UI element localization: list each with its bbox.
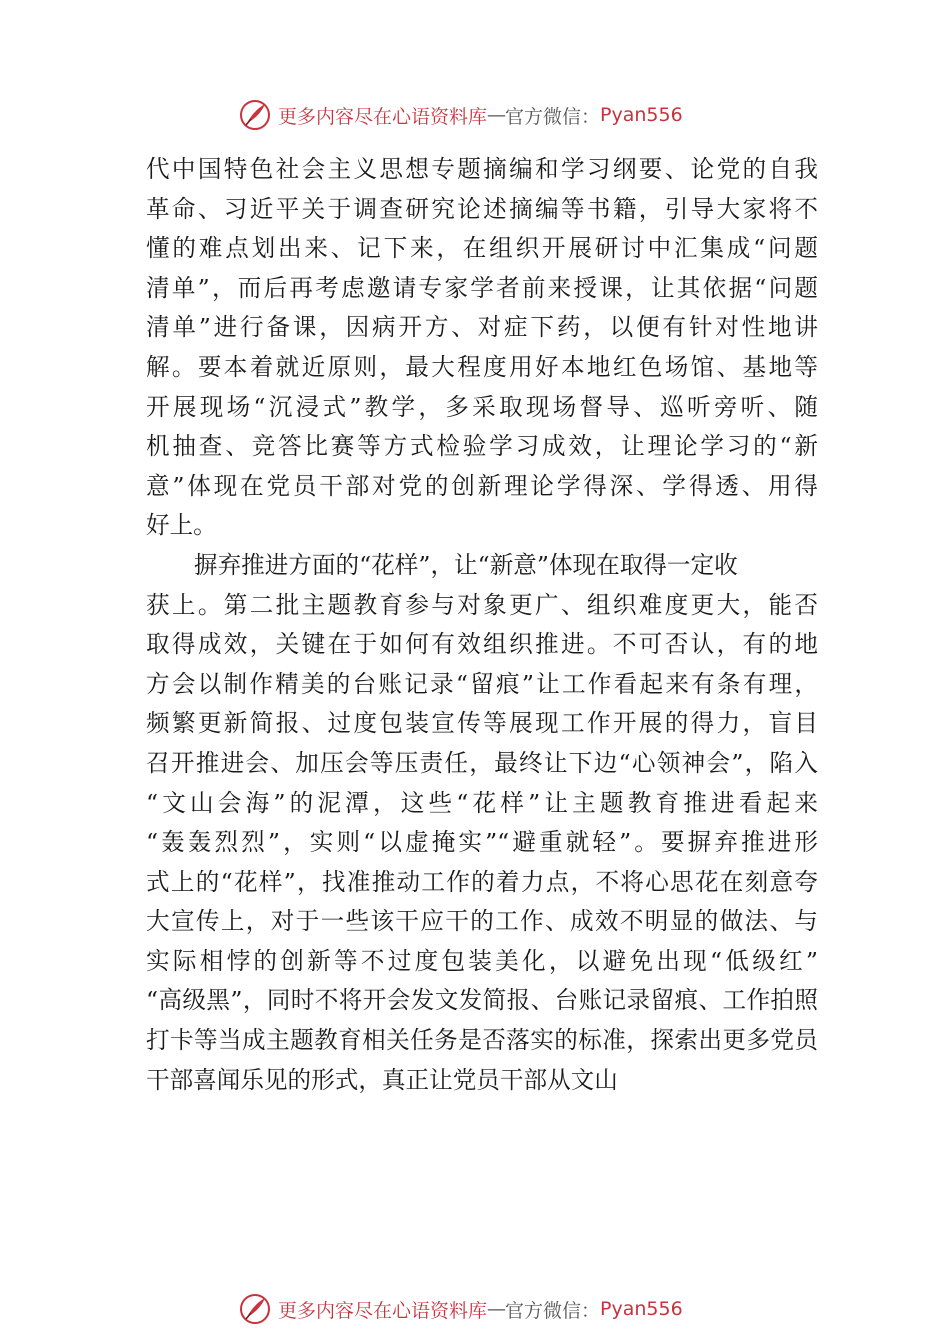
paragraph-2 (146, 546, 818, 1100)
text-line: 召开推进会、加压会等压责任，最终让下边“心领神会”，陷入 (146, 748, 818, 777)
text-line: 方会以制作精美的台账记录“留痕”让工作看起来有条有理， (146, 669, 818, 698)
document-body (146, 150, 818, 1100)
text-line: 清单”，而后再考虑邀请专家学者前来授课，让其依据“问题 (146, 273, 818, 302)
text-line: “文山会海”的泥潭，这些“花样”让主题教育推进看起来 (146, 788, 818, 817)
text-line: 获上。第二批主题教育参与对象更广、组织难度更大，能否 (146, 590, 818, 619)
text-line: 开展现场“沉浸式”教学，多采取现场督导、巡听旁听、随 (146, 392, 818, 421)
watermark-brand: 更多内容尽在心语资料库 (278, 1299, 488, 1322)
text-line: 解。要本着就近原则，最大程度用好本地红色场馆、基地等 (146, 352, 818, 381)
text-line: 频繁更新简报、过度包装宣传等展现工作开展的得力，盲目 (146, 709, 818, 738)
watermark-dash: — (487, 104, 506, 126)
footer-watermark (238, 1291, 758, 1327)
text-line: 意”体现在党员干部对党的创新理论学得深、学得透、用得 (146, 471, 818, 500)
watermark-brand: 更多内容尽在心语资料库 (278, 105, 488, 128)
text-line: 大宣传上，对于一些该干应干的工作、成效不明显的做法、与 (146, 907, 818, 936)
text-line: 实际相悖的创新等不过度包装美化，以避免出现“低级红” (146, 946, 818, 975)
text-line: 干部喜闻乐见的形式，真正让党员干部从文山 (146, 1065, 618, 1094)
watermark-label: 官方微信： (505, 1299, 601, 1322)
text-line: 摒弃推进方面的“花样”，让“新意”体现在取得一定收 (194, 550, 738, 579)
header-watermark (238, 97, 758, 133)
quill-pen-logo-icon (238, 98, 272, 132)
text-line: 式上的“花样”，找准推动工作的着力点，不将心思花在刻意夸 (146, 867, 818, 896)
text-line: 机抽查、竞答比赛等方式检验学习成效，让理论学习的“新 (146, 432, 818, 461)
watermark-label: 官方微信： (505, 105, 601, 128)
watermark-wechat-id: Pyan556 (600, 104, 683, 126)
text-line: 革命、习近平关于调查研究论述摘编等书籍，引导大家将不 (146, 194, 818, 223)
text-line: 懂的难点划出来、记下来，在组织开展研讨中汇集成“问题 (146, 234, 818, 263)
watermark-wechat-id: Pyan556 (600, 1298, 683, 1320)
text-line: 打卡等当成主题教育相关任务是否落实的标准，探索出更多党员 (146, 1026, 818, 1055)
quill-pen-logo-icon (238, 1292, 272, 1326)
text-line: 取得成效，关键在于如何有效组织推进。不可否认，有的地 (146, 630, 818, 659)
paragraph-1 (146, 150, 818, 546)
watermark-dash: — (487, 1298, 506, 1320)
text-line: 好上。 (146, 511, 217, 540)
text-line: “高级黑”，同时不将开会发文发简报、台账记录留痕、工作拍照 (146, 986, 818, 1015)
text-line: 清单”进行备课，因病开方、对症下药，以便有针对性地讲 (146, 313, 818, 342)
text-line: 代中国特色社会主义思想专题摘编和学习纲要、论党的自我 (146, 155, 818, 183)
text-line: “轰轰烈烈”，实则“以虚掩实”“避重就轻”。要摒弃推进形 (146, 828, 818, 857)
